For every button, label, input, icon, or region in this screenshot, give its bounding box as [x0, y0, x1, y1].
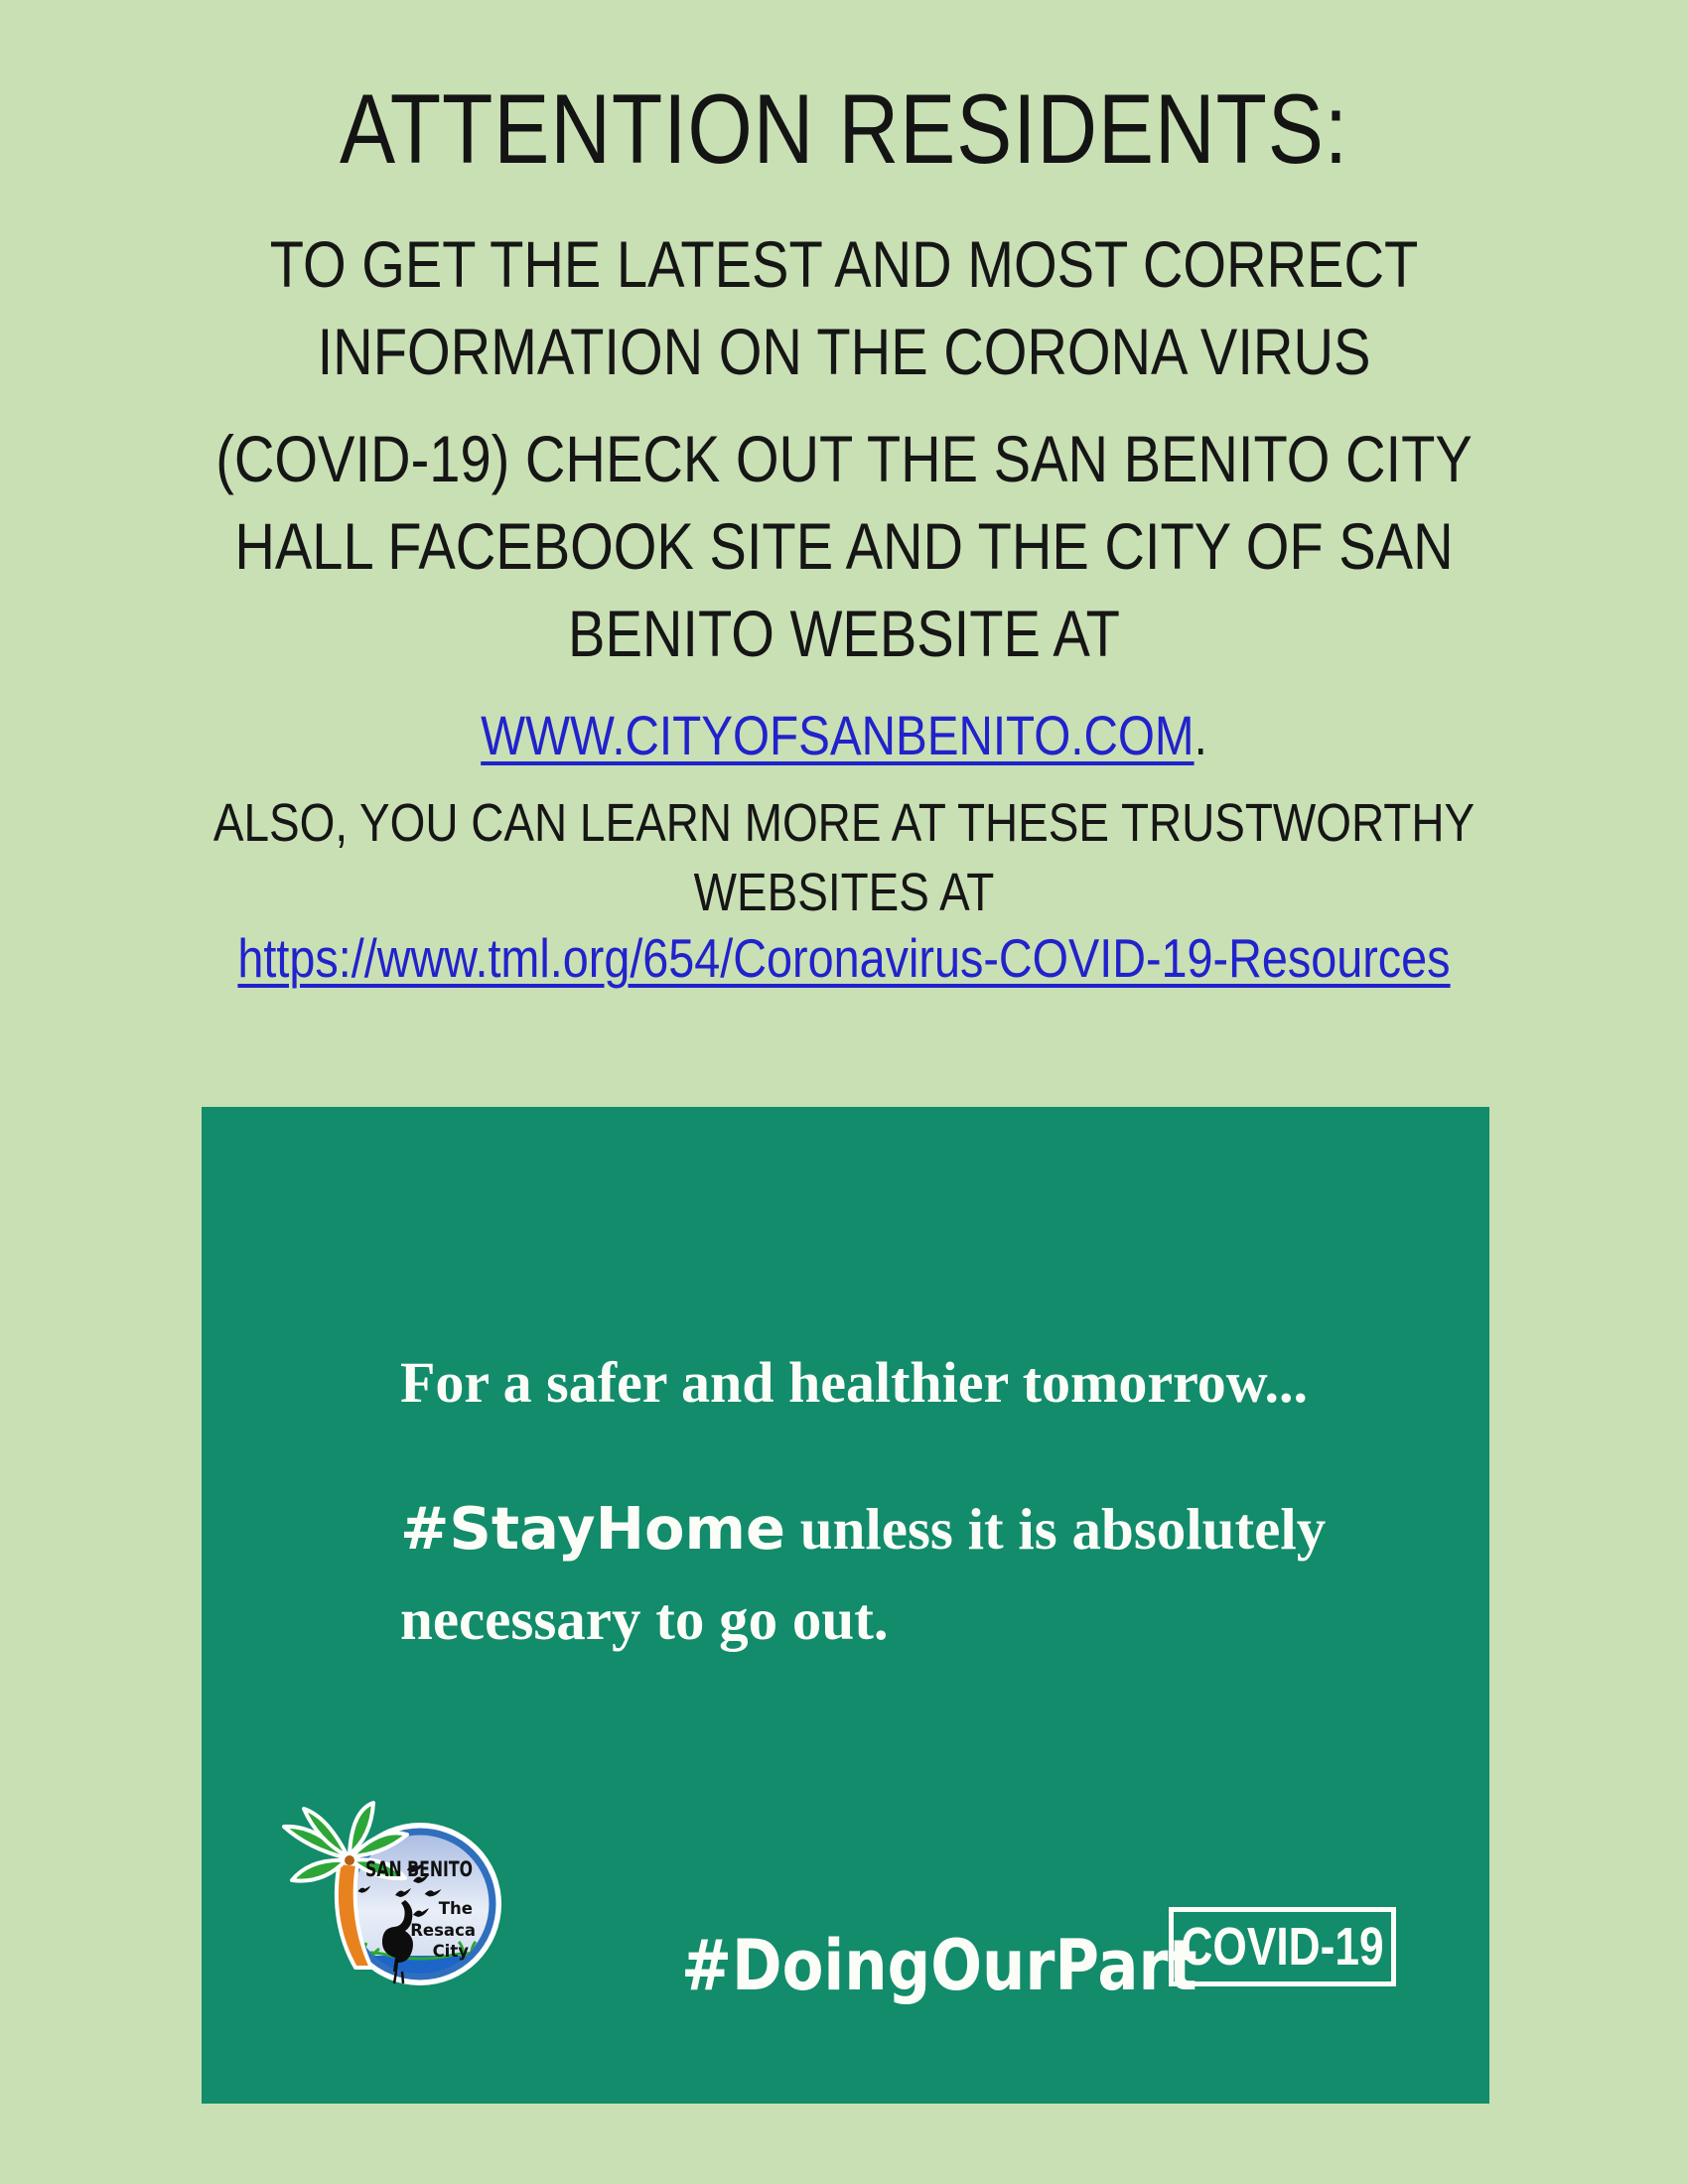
paragraph-learn-more — [127, 788, 1562, 927]
covid-19-badge — [1169, 1907, 1396, 1986]
tml-resources-link-line — [127, 929, 1562, 987]
stayhome-hashtag: #StayHome — [400, 1494, 785, 1563]
link-period: . — [1194, 704, 1207, 766]
paragraph-line: WEBSITES AT — [693, 863, 995, 922]
paragraph-line: INFORMATION ON THE CORONA VIRUS — [317, 315, 1371, 388]
stayhome-poster — [202, 1107, 1489, 2104]
logo-city-name: SAN BENITO — [365, 1857, 473, 1881]
doing-our-part-hashtag: #DoingOurPart — [681, 1925, 1197, 2006]
tml-resources-link[interactable]: https://www.tml.org/654/Coronavirus-COVID-19-Resources — [237, 927, 1451, 989]
paragraph-line: HALL FACEBOOK SITE AND THE CITY OF SAN — [234, 509, 1454, 583]
poster-stayhome-line — [400, 1494, 1326, 1564]
san-benito-city-logo — [256, 1797, 506, 2013]
paragraph-line: TO GET THE LATEST AND MOST CORRECT — [269, 227, 1419, 301]
logo-tagline-city: City — [432, 1942, 469, 1961]
paragraph-line: (COVID-19) CHECK OUT THE SAN BENITO CITY — [215, 422, 1473, 495]
paragraph-latest-info — [127, 220, 1562, 395]
poster-stayhome-rest: unless it is absolutely — [785, 1496, 1327, 1562]
paragraph-check-out — [127, 415, 1562, 677]
logo-tagline-resaca: Resaca — [410, 1921, 476, 1940]
page-title: ATTENTION RESIDENTS: — [340, 73, 1348, 184]
logo-tagline-the: The — [438, 1899, 473, 1918]
city-website-link[interactable]: WWW.CITYOFSANBENITO.COM — [481, 704, 1195, 766]
city-website-link-line — [127, 704, 1562, 766]
poster-necessary-line: necessary to go out. — [400, 1586, 889, 1652]
poster-headline: For a safer and healthier tomorrow... — [400, 1350, 1308, 1415]
paragraph-line: ALSO, YOU CAN LEARN MORE AT THESE TRUSTWORTHY — [212, 793, 1476, 853]
covid-19-badge-label: COVID-19 — [1181, 1917, 1384, 1977]
paragraph-line: BENITO WEBSITE AT — [568, 597, 1120, 670]
